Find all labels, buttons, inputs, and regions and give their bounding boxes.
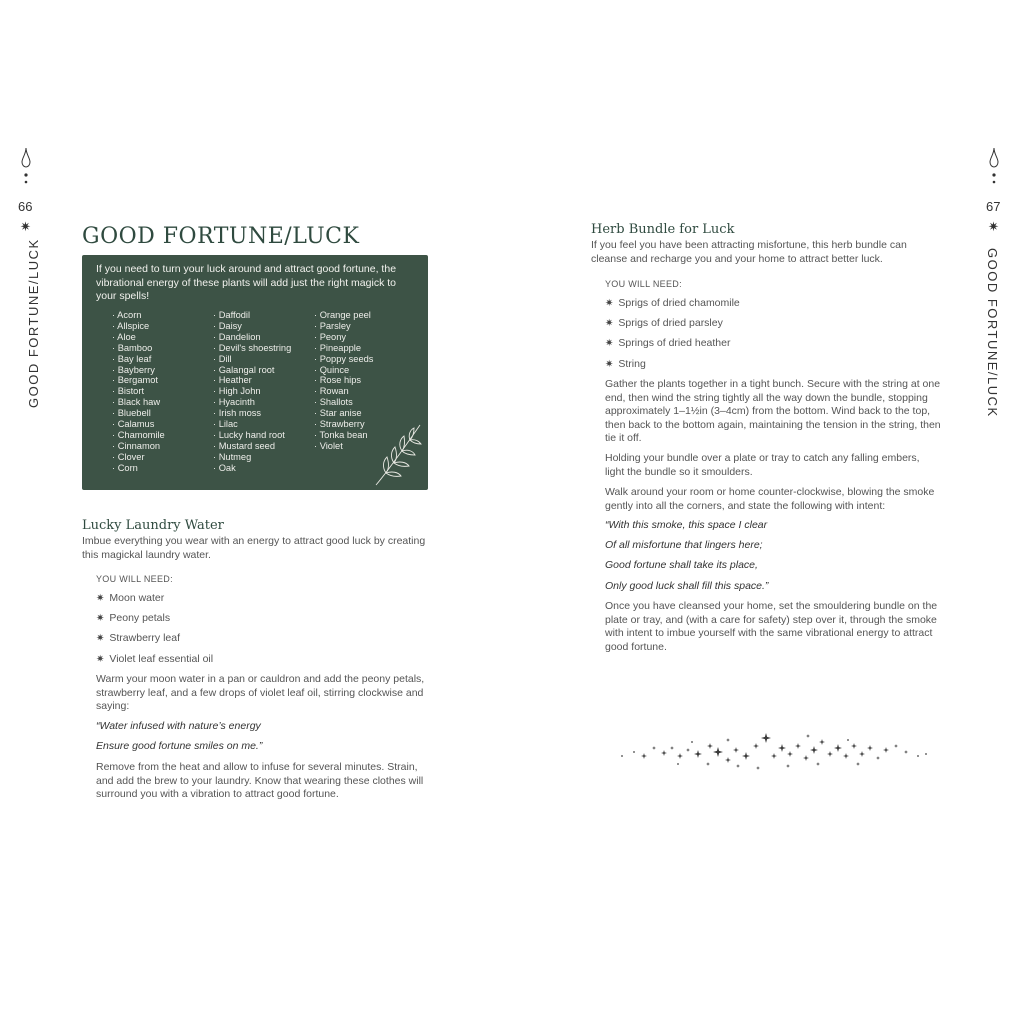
star-icon: ✷ xyxy=(96,613,105,624)
chant-line: Ensure good fortune smiles on me.” xyxy=(96,740,263,752)
plant-list-column-3 xyxy=(314,310,373,452)
plant-list-item: · Dill xyxy=(213,354,291,365)
plant-list-item: · Devil's shoestring xyxy=(213,343,291,354)
star-icon: ✷ xyxy=(605,338,614,349)
plant-list-item: · Bergamot xyxy=(112,375,165,386)
plant-list-item: · Dandelion xyxy=(213,332,291,343)
page-title: GOOD FORTUNE/LUCK xyxy=(82,224,360,249)
drop-ornament-icon xyxy=(20,148,32,192)
plant-list-item: · Daffodil xyxy=(213,310,291,321)
ingredient-item xyxy=(96,592,164,604)
star-icon: ✷ xyxy=(96,654,105,665)
drop-ornament-icon xyxy=(988,148,1000,192)
plant-list-item: · Violet xyxy=(314,441,373,452)
star-scatter-icon xyxy=(618,726,932,776)
plant-list-item: · Poppy seeds xyxy=(314,354,373,365)
plant-list-item: · Bayberry xyxy=(112,365,165,376)
running-head-right-text: GOOD FORTUNE/LUCK xyxy=(985,248,1000,418)
ingredient-label: Sprigs of dried chamomile xyxy=(618,297,740,309)
closing-paragraph: Remove from the heat and allow to infuse for several minutes. Strain, and add the brew to your laundry. Know that wearing these clothes will surround you with a vibration to attract good fortune. xyxy=(96,761,424,800)
plant-list-item: · Orange peel xyxy=(314,310,373,321)
ingredient-label: Peony petals xyxy=(109,612,171,624)
plant-list-item: · Calamus xyxy=(112,419,165,430)
plant-list-item: · Peony xyxy=(314,332,373,343)
plant-list-item: · Pineapple xyxy=(314,343,373,354)
plant-list-item: · High John xyxy=(213,386,291,397)
herb-sprig-icon xyxy=(374,421,424,487)
ingredient-label: Springs of dried heather xyxy=(618,337,731,349)
plant-list-item: · Galangal root xyxy=(213,365,291,376)
recipe-heading-laundry: Lucky Laundry Water xyxy=(82,518,224,533)
plant-list-item: · Clover xyxy=(112,452,165,463)
plant-list-item: · Irish moss xyxy=(213,408,291,419)
plant-list-item: · Lilac xyxy=(213,419,291,430)
ingredient-label: String xyxy=(618,358,646,370)
you-will-need-label: YOU WILL NEED: xyxy=(96,574,173,584)
ingredient-label: Sprigs of dried parsley xyxy=(618,317,723,329)
plant-list-item: · Aloe xyxy=(112,332,165,343)
plant-list-item: · Cinnamon xyxy=(112,441,165,452)
ingredient-label: Moon water xyxy=(109,592,165,604)
star-icon: ✷ xyxy=(96,593,105,604)
plant-list-item: · Strawberry xyxy=(314,419,373,430)
plant-list-box xyxy=(82,255,428,490)
chant-line: Only good luck shall fill this space.” xyxy=(605,580,769,592)
star-icon: ✷ xyxy=(96,633,105,644)
recipe-intro-herb-bundle: If you feel you have been attracting misfortune, this herb bundle can cleanse and recharge you and your home to attract better luck. xyxy=(591,239,907,265)
step-paragraph: Walk around your room or home counter-clockwise, blowing the smoke gently into all the corners, and state the following with intent: xyxy=(605,486,935,512)
star-icon: ✷ xyxy=(605,318,614,329)
plant-list-column-2 xyxy=(213,310,291,474)
plant-list-item: · Hyacinth xyxy=(213,397,291,408)
ingredient-item xyxy=(605,317,723,329)
star-icon: ✷ xyxy=(605,298,614,309)
running-head-left-text: GOOD FORTUNE/LUCK xyxy=(26,238,41,408)
you-will-need-label: YOU WILL NEED: xyxy=(605,279,682,289)
plant-list-item: · Bistort xyxy=(112,386,165,397)
plant-list-item: · Lucky hand root xyxy=(213,430,291,441)
plant-list-item: · Heather xyxy=(213,375,291,386)
plant-list-item: · Bamboo xyxy=(112,343,165,354)
star-icon: ✷ xyxy=(988,219,999,234)
plant-list-item: · Shallots xyxy=(314,397,373,408)
closing-paragraph: Once you have cleansed your home, set the smouldering bundle on the plate or tray, and (with a care for safety) step over it, through the smoke with intent to imbue yourself with the same vibrational energy to attract good fortune. xyxy=(605,600,938,653)
ingredient-item xyxy=(605,337,730,349)
chant-line: Good fortune shall take its place, xyxy=(605,559,758,571)
plant-list-item: · Allspice xyxy=(112,321,165,332)
plant-list-item: · Tonka bean xyxy=(314,430,373,441)
star-icon: ✷ xyxy=(605,359,614,370)
running-head-right xyxy=(985,248,1000,418)
ingredient-item xyxy=(96,612,170,624)
ingredient-item xyxy=(96,632,180,644)
plant-list-item: · Mustard seed xyxy=(213,441,291,452)
ingredient-label: Strawberry leaf xyxy=(109,632,180,644)
plant-list-item: · Bay leaf xyxy=(112,354,165,365)
running-head-left xyxy=(26,238,41,408)
plant-list-item: · Acorn xyxy=(112,310,165,321)
chant-line: Of all misfortune that lingers here; xyxy=(605,539,763,551)
chant-line: “With this smoke, this space I clear xyxy=(605,519,768,531)
plant-list-item: · Corn xyxy=(112,463,165,474)
step-paragraph: Gather the plants together in a tight bunch. Secure with the string at one end, then wind the string tightly all the way down the bundle, stopping approximately 1–1½in (3–4cm) from the bottom. Wind back to the top, then back to the bottom again, maintaining the tension in the string, then tie it off. xyxy=(605,378,941,444)
plant-list-item: · Oak xyxy=(213,463,291,474)
plant-list-item: · Black haw xyxy=(112,397,165,408)
plant-list-item: · Rowan xyxy=(314,386,373,397)
plant-list-item: · Rose hips xyxy=(314,375,373,386)
box-intro: If you need to turn your luck around and attract good fortune, the vibrational energy of these plants will add just the right magick to your spells! xyxy=(96,263,397,302)
plant-list-item: · Bluebell xyxy=(112,408,165,419)
ingredient-label: Violet leaf essential oil xyxy=(109,653,214,665)
plant-list-item: · Quince xyxy=(314,365,373,376)
ingredient-item xyxy=(96,653,213,665)
plant-list-column-1 xyxy=(112,310,165,474)
plant-list-item: · Daisy xyxy=(213,321,291,332)
page-number-left: 66 xyxy=(18,199,33,214)
step-paragraph: Holding your bundle over a plate or tray to catch any falling embers, light the bundle so it smoulders. xyxy=(605,452,920,478)
plant-list-item: · Nutmeg xyxy=(213,452,291,463)
plant-list-item: · Chamomile xyxy=(112,430,165,441)
star-icon: ✷ xyxy=(20,219,31,234)
recipe-heading-herb-bundle: Herb Bundle for Luck xyxy=(591,222,735,237)
page-number-right: 67 xyxy=(986,199,1001,214)
method-paragraph: Warm your moon water in a pan or cauldron and add the peony petals, strawberry leaf, and a few drops of violet leaf oil, stirring clockwise and saying: xyxy=(96,673,425,712)
plant-list-item: · Star anise xyxy=(314,408,373,419)
plant-list-item: · Parsley xyxy=(314,321,373,332)
recipe-intro-laundry: Imbue everything you wear with an energy to attract good luck by creating this magickal laundry water. xyxy=(82,535,426,561)
ingredient-item xyxy=(605,358,646,370)
ingredient-item xyxy=(605,297,740,309)
chant-line: “Water infused with nature’s energy xyxy=(96,720,261,732)
